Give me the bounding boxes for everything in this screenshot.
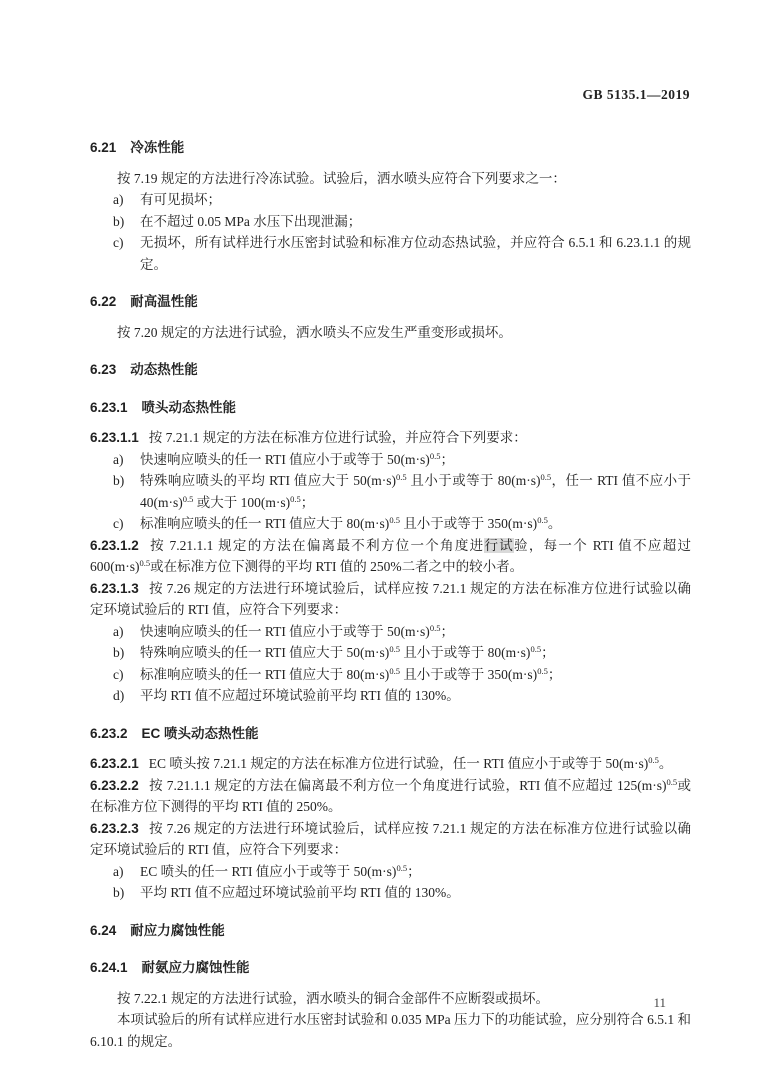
clause-number: 6.22: [90, 294, 117, 309]
list-item-a: [90, 621, 691, 643]
list-marker: a): [113, 623, 124, 639]
clause-heading-6.23.1: [90, 397, 691, 419]
superscript-exponent: 0.5: [389, 515, 400, 525]
clause-number: 6.23.2.1: [90, 756, 139, 771]
clause-number: 6.23.1.2: [90, 537, 139, 553]
list-text: 平均 RTI 值不应超过环境试验前平均 RTI 值的 130%。: [140, 688, 460, 703]
clause-title: 冷冻性能: [130, 140, 185, 155]
clause-number: 6.24.1: [90, 960, 128, 975]
paragraph: 本项试验后的所有试样应进行水压密封试验和 0.035 MPa 压力下的功能试验，应分别符合 6.5.1 和 6.10.1 的规定。: [90, 1012, 691, 1049]
clause-6.23.2.3: 6.23.2.3 按 7.26 规定的方法进行环境试验后，试样应按 7.21.1 规定的方法在标准方位进行试验以确定环境试验后的 RTI 值，应符合下列要求：: [90, 820, 691, 857]
clause-heading-6.23: [90, 359, 691, 381]
list-marker: b): [113, 645, 125, 660]
list-marker: a): [113, 451, 124, 467]
list-text: 快速响应喷头的任一 RTI 值应小于或等于 $50(m\cdot s)^{0.5}$；: [140, 450, 454, 467]
superscript-exponent: 0.5: [666, 776, 678, 787]
clause-title: 耐高温性能: [130, 294, 198, 309]
clause-6.23.1.2: 6.23.1.2 按 7.21.1.1 规定的方法在偏离最不利方位一个角度进行试验，每一个 RTI 值不应超过 $600(m\cdot s)^{0.5}$或在标准方位下测得的平均 RTI 值的 250%二者之中的较小者。: [90, 537, 691, 574]
clause-heading-6.21: [90, 137, 691, 159]
list-item-b: [90, 882, 691, 904]
superscript-exponent: 0.5: [396, 862, 408, 873]
list-marker: b): [113, 885, 125, 900]
superscript-exponent: 0.5: [540, 472, 552, 482]
clause-number: 6.23.2.2: [90, 777, 139, 793]
list-item-c: [90, 664, 691, 686]
superscript-exponent: 0.5: [290, 493, 301, 504]
list-item-d: [90, 685, 691, 707]
clause-title: 耐应力腐蚀性能: [130, 922, 225, 938]
list-item-a: [90, 449, 691, 471]
page-number: 11: [653, 995, 666, 1010]
list-marker: a): [113, 192, 124, 207]
list-item-b: [90, 211, 691, 233]
clause-title: 动态热性能: [130, 362, 198, 377]
paragraph: 按 7.22.1 规定的方法进行试验，洒水喷头的铜合金部件不应断裂或损坏。: [117, 990, 549, 1006]
list-text: 标准响应喷头的任一 RTI 值应大于 $80(m\cdot s)^{0.5}$ 且小于或等于 $350(m\cdot s)^{0.5}$。: [140, 515, 562, 531]
clause-heading-6.23.2: [90, 723, 691, 745]
clause-number: 6.23: [90, 362, 117, 377]
superscript-exponent: 0.5: [530, 644, 542, 654]
superscript-exponent: 0.5: [537, 515, 548, 525]
paragraph: 按 7.19 规定的方法进行冷冻试验。试验后，洒水喷头应符合下列要求之一：: [117, 170, 566, 186]
clause-number: 6.23.2: [90, 725, 128, 741]
standard-number-header: GB 5135.1—2019: [582, 87, 690, 102]
clause-number: 6.23.1.3: [90, 580, 139, 596]
list-text: 标准响应喷头的任一 RTI 值应大于 $80(m\cdot s)^{0.5}$ 且小于或等于 $350(m\cdot s)^{0.5}$；: [140, 665, 562, 682]
superscript-exponent: 0.5: [389, 644, 400, 654]
clause-heading-6.22: [90, 291, 691, 313]
list-item-b: [90, 642, 691, 664]
clause-title: 喷头动态热性能: [141, 399, 237, 415]
list-text: 快速响应喷头的任一 RTI 值应小于或等于 $50(m\cdot s)^{0.5}$；: [140, 622, 454, 639]
scan-highlight: 行试: [484, 537, 515, 553]
list-marker: c): [113, 235, 124, 250]
clause-number: 6.23.1: [90, 399, 128, 415]
clause-number: 6.24: [90, 922, 117, 938]
list-marker: b): [113, 213, 125, 229]
list-item-c: [90, 232, 691, 275]
clause-6.23.2.1: 6.23.2.1 EC 喷头按 7.21.1 规定的方法在标准方位进行试验，任一 RTI 值应小于或等于 $50(m\cdot s)^{0.5}$。: [90, 755, 673, 771]
document-body: [90, 121, 691, 1052]
superscript-exponent: 0.5: [429, 450, 441, 461]
superscript-exponent: 0.5: [396, 472, 407, 482]
superscript-exponent: 0.5: [429, 622, 441, 633]
list-marker: c): [113, 516, 124, 531]
list-item-b: [90, 470, 691, 513]
clause-heading-6.24: [90, 920, 691, 942]
list-text: 特殊响应喷头的任一 RTI 值应大于 $50(m\cdot s)^{0.5}$ 且小于或等于 $80(m\cdot s)^{0.5}$；: [140, 644, 555, 660]
list-marker: d): [113, 688, 125, 703]
list-marker: b): [113, 473, 125, 488]
list-text: 有可见损坏；: [140, 192, 221, 207]
clause-number: 6.23.1.1: [90, 430, 139, 445]
superscript-exponent: 0.5: [537, 665, 548, 676]
list-marker: a): [113, 863, 124, 879]
clause-6.23.1.1: 6.23.1.1 按 7.21.1 规定的方法在标准方位进行试验，并应符合下列要求：: [90, 430, 527, 445]
list-text: 在不超过 0.05 MPa 水压下出现泄漏；: [140, 213, 362, 229]
list-item-a: [90, 861, 691, 883]
superscript-exponent: 0.5: [389, 665, 400, 676]
clause-6.23.2.2: 6.23.2.2 按 7.21.1.1 规定的方法在偏离最不利方位一个角度进行试验，RTI 值不应超过 $125(m\cdot s)^{0.5}$或在标准方位下测得的平均 RTI 值的 250%。: [90, 776, 692, 814]
clause-number: 6.23.2.3: [90, 820, 139, 836]
list-item-c: [90, 513, 691, 535]
clause-title: 耐氨应力腐蚀性能: [141, 960, 250, 975]
list-text: 平均 RTI 值不应超过环境试验前平均 RTI 值的 130%。: [140, 885, 460, 900]
clause-title: EC 喷头动态热性能: [141, 725, 259, 741]
superscript-exponent: 0.5: [139, 558, 151, 568]
list-item-a: [90, 189, 691, 211]
clause-6.23.1.3: 6.23.1.3 按 7.26 规定的方法进行环境试验后，试样应按 7.21.1 规定的方法在标准方位进行试验以确定环境试验后的 RTI 值，应符合下列要求：: [90, 580, 691, 617]
superscript-exponent: 0.5: [182, 493, 194, 504]
superscript-exponent: 0.5: [648, 755, 659, 765]
list-text: 特殊响应喷头的平均 RTI 值应大于 $50(m\cdot s)^{0.5}$ 且小于或等于 $80(m\cdot s)^{0.5}$，任一 RTI 值不应小于 $40(m\cdot s)^{0.5}$ 或大于 $100(m\cdot s)^{0.5}$；: [140, 472, 692, 510]
list-text: 无损坏，所有试样进行水压密封试验和标准方位动态热试验，并应符合 6.5.1 和 6.23.1.1 的规定。: [140, 235, 691, 272]
paragraph: 按 7.20 规定的方法进行试验，洒水喷头不应发生严重变形或损坏。: [117, 324, 512, 340]
clause-number: 6.21: [90, 140, 117, 155]
list-text: EC 喷头的任一 RTI 值应小于或等于 $50(m\cdot s)^{0.5}$；: [140, 862, 421, 879]
clause-heading-6.24.1: [90, 957, 691, 979]
list-marker: c): [113, 666, 124, 682]
